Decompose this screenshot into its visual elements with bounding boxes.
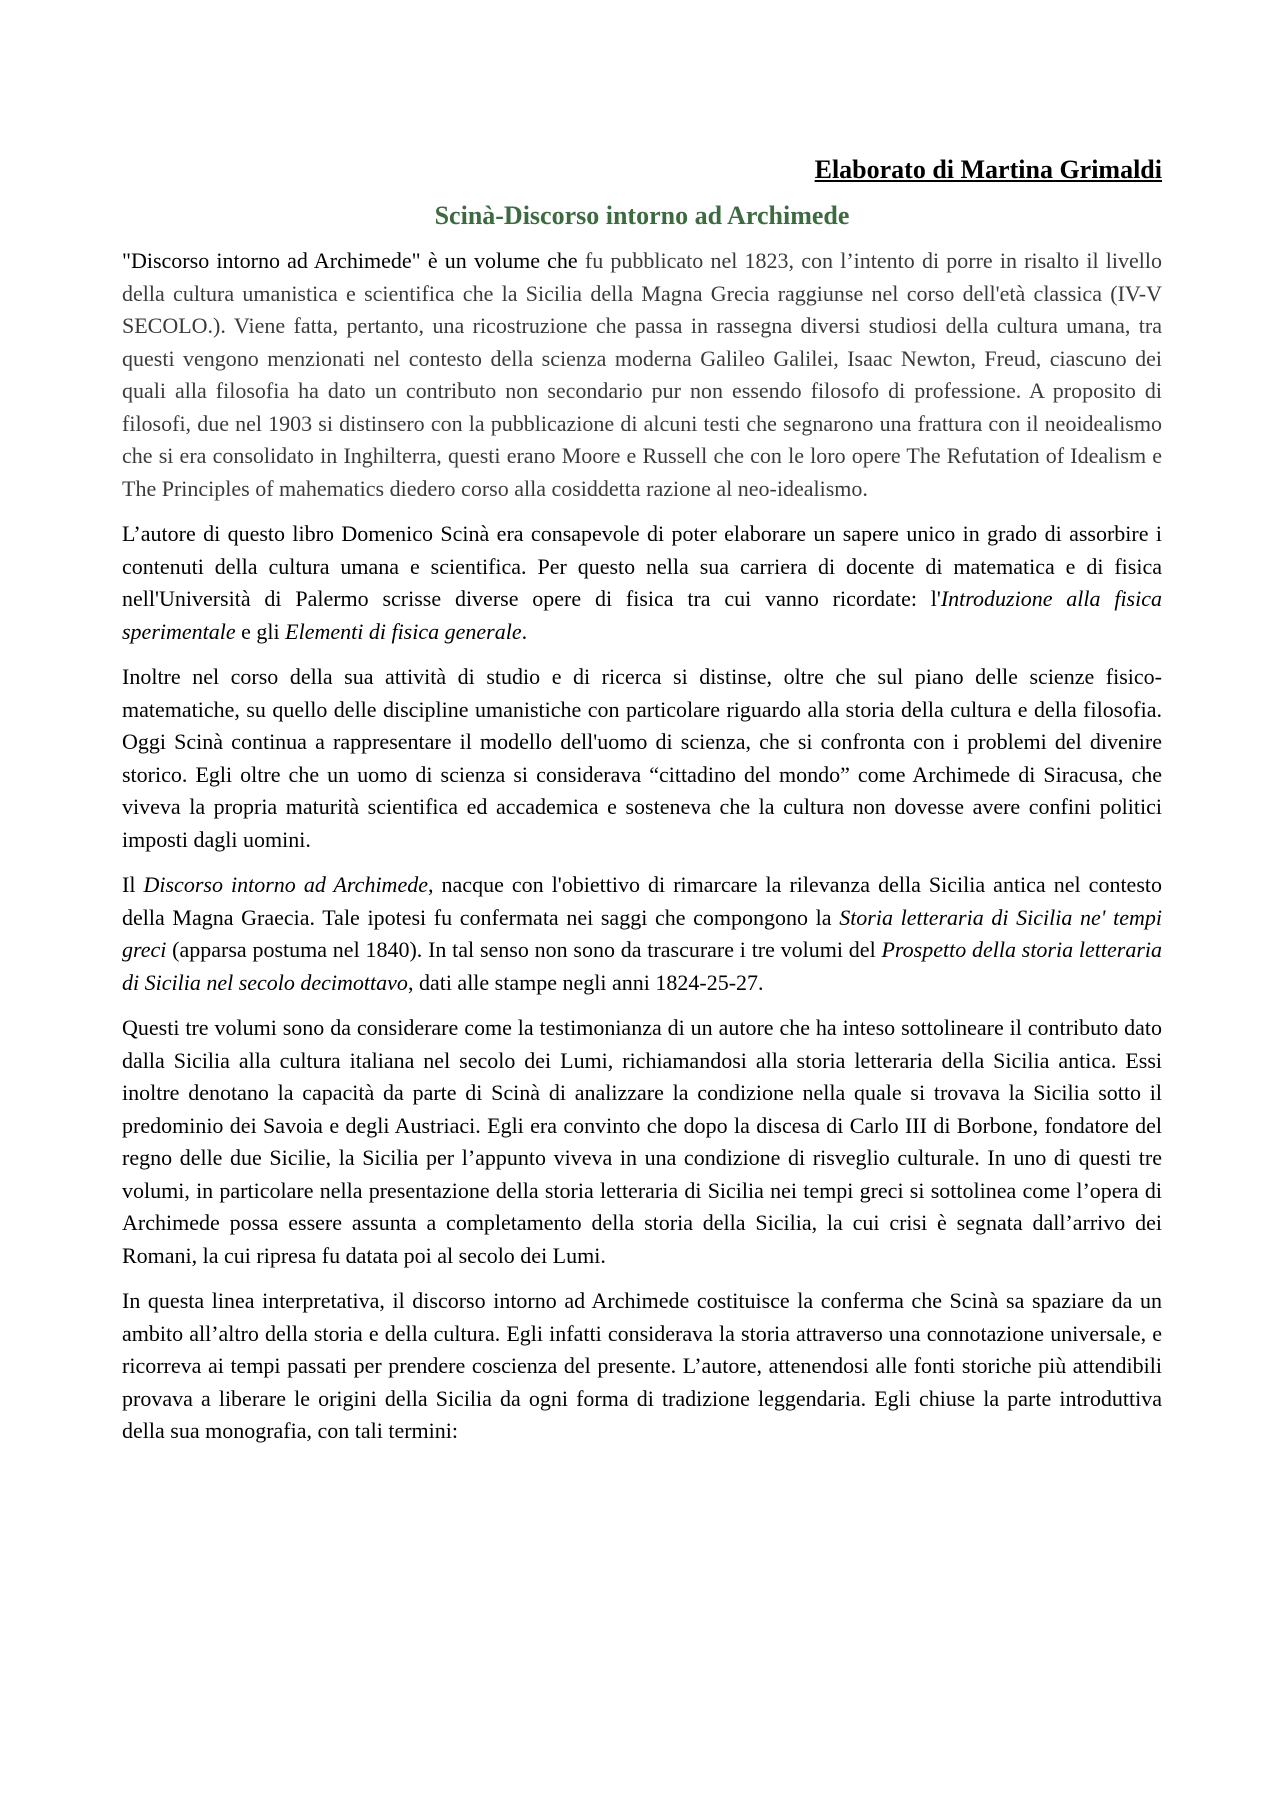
paragraph-4-italic-2: Storia letteraria di Sicilia ne' tempi greci xyxy=(122,904,1162,962)
paragraph-1-text: fu pubblicato nel 1823, con l’intento di porre in risalto il livello della cultura umanistica e scientifica che la Sicilia della Magna Grecia raggiunse nel corso dell'età classica (IV-V SECOLO.). Viene fatta, pertanto, una ricostruzione che passa in rassegna diversi studiosi della cultura umana, tra questi vengono menzionati nel contesto della scienza moderna Galileo Galilei, Isaac Newton, Freud, ciascuno dei quali alla filosofia ha dato un contributo non secondario pur non essendo filosofo di professione. A proposito di filosofi, due nel 1903 si distinsero con la pubblicazione di alcuni testi che segnarono una frattura con il neoidealismo che si era consolidato in Inghilterra, questi erano Moore e Russell che con le loro opere The Refutation of Idealism e The Principles of mahematics diedero corso alla cosiddetta razione al neo-idealismo. xyxy=(122,248,1162,501)
paragraph-4-italic-1: Discorso intorno ad Archimede xyxy=(143,872,428,897)
paragraph-2-text-3: . xyxy=(521,618,528,644)
paragraph-2-italic-1: Introduzione alla fisica sperimentale xyxy=(122,586,1162,644)
paragraph-2-text-1: L’autore di questo libro Domenico Scinà era consapevole di poter elaborare un sapere unico in grado di assorbire i contenuti della cultura umana e scientifica. Per questo nella sua carriera di docente di matematica e di fisica nell'Università di Palermo scrisse diverse opere di fisica tra cui vanno ricordate: l' xyxy=(122,521,1162,611)
paragraph-4-text-4: , dati alle stampe negli anni 1824-25-27. xyxy=(407,969,764,995)
document-title: Scinà-Discorso intorno ad Archimede xyxy=(434,201,850,230)
paragraph-6: In questa linea interpretativa, il discorso intorno ad Archimede costituisce la conferma che Scinà sa spaziare da un ambito all’altro della storia e della cultura. Egli infatti considerava la storia attraverso una connotazione universale, e ricorreva ai tempi passati per prendere coscienza del presente. L’autore, attenendosi alle fonti storiche più attendibili provava a liberare le origini della Sicilia da ogni forma di tradizione leggendaria. Egli chiuse la parte introduttiva della sua monografia, con tali termini: xyxy=(122,1288,1162,1443)
author-line: Elaborato di Martina Grimaldi xyxy=(814,155,1162,184)
paragraph-2-text-2: e gli xyxy=(235,618,286,644)
paragraph-4-text-1: Il xyxy=(122,872,144,897)
paragraph-4-text-3: (apparsa postuma nel 1840). In tal senso non sono da trascurare i tre volumi del xyxy=(166,937,882,962)
paragraph-1-verb: è un volume che xyxy=(427,248,578,273)
paragraph-4-text-2: , nacque con l'obiettivo di rimarcare la rilevanza della Sicilia antica nel contesto della Magna Graecia. Tale ipotesi fu confermata nei saggi che compongono la xyxy=(122,872,1162,930)
paragraph-2-italic-2: Elementi di fisica generale xyxy=(285,618,522,644)
paragraph-3: Inoltre nel corso della sua attività di studio e di ricerca si distinse, oltre che sul piano delle scienze fisico-matematiche, su quello delle discipline umanistiche con particolare riguardo alla storia della cultura e della filosofia. Oggi Scinà continua a rappresentare il modello dell'uomo di scienza, che si confronta con i problemi del divenire storico. Egli oltre che un uomo di scienza si considerava “cittadino del mondo” come Archimede di Siracusa, che viveva la propria maturità scientifica ed accademica e sosteneva che la cultura non dovesse avere confini politici imposti dagli uomini. xyxy=(122,664,1162,852)
paragraph-4-italic-3: Prospetto della storia letteraria di Sicilia nel secolo decimottavo xyxy=(122,937,1162,995)
book-title-quote: "Discorso intorno ad Archimede" xyxy=(122,248,421,273)
paragraph-2 xyxy=(122,518,1162,648)
paragraph-5: Questi tre volumi sono da considerare come la testimonianza di un autore che ha inteso sottolineare il contributo dato dalla Sicilia alla cultura italiana nel secolo dei Lumi, richiamandosi alla storia letteraria della Sicilia antica. Essi inoltre denotano la capacità da parte di Scinà di analizzare la condizione nella quale si trovava la Sicilia sotto il predominio dei Savoia e degli Austriaci. Egli era convinto che dopo la discesa di Carlo III di Borbone, fondatore del regno delle due Sicilie, la Sicilia per l’appunto viveva in una condizione di risveglio culturale. In uno di questi tre volumi, in particolare nella presentazione della storia letteraria di Sicilia nei tempi greci si sottolinea come l’opera di Archimede possa essere assunta a completamento della storia della Sicilia, la cui crisi è segnata dall’arrivo dei Romani, la cui ripresa fu datata poi al secolo dei Lumi. xyxy=(122,1015,1162,1268)
paragraph-4 xyxy=(122,869,1162,999)
paragraph-1 xyxy=(122,245,1162,505)
document-page xyxy=(122,152,1162,1461)
